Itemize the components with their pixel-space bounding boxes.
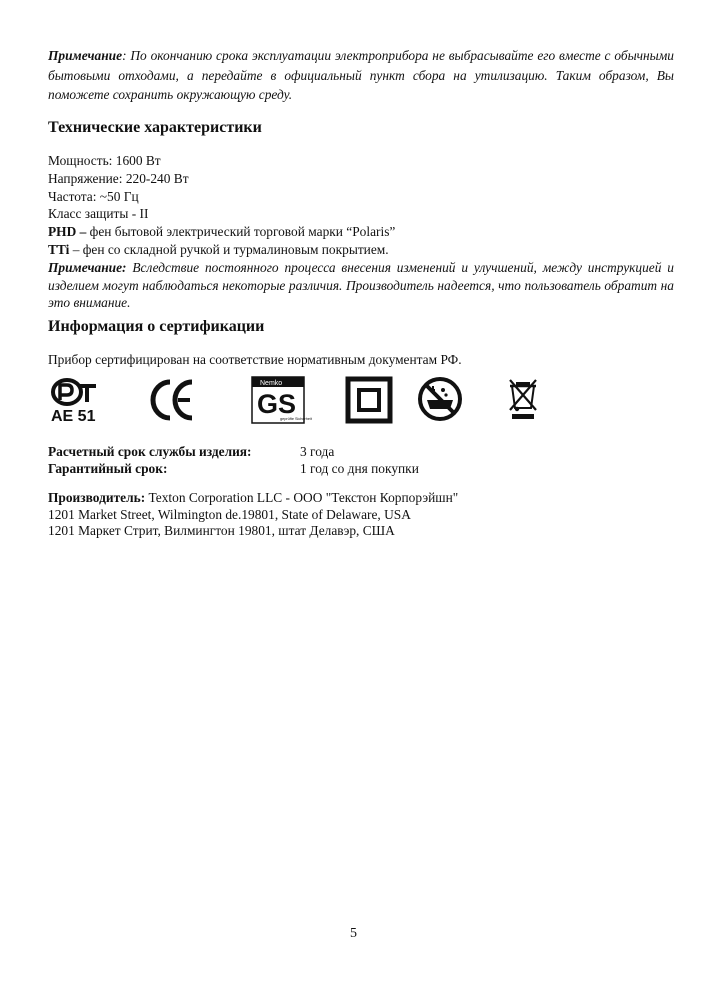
changes-note — [48, 259, 674, 312]
warranty-value: 1 год со дня покупки — [300, 460, 419, 476]
gs-mark-icon — [251, 376, 312, 424]
changes-note-lead: Примечание: — [48, 259, 127, 275]
changes-note-text: Вследствие постоянного процесса внесения изменений и улучшений, между инструкцией и изделием могут наблюдаться некоторые различия. Производитель надеется, что пользователь обратит на это внимание. — [48, 259, 674, 311]
manufacturer-address-ru: 1201 Маркет Стрит, Вилмингтон 19801, штат Делавэр, США — [48, 523, 395, 538]
spec-protection-class: Класс защиты - II — [48, 206, 149, 222]
tech-specs-block — [48, 152, 674, 312]
gs-brand: Nemko — [260, 380, 283, 387]
spec-frequency: Частота: ~50 Гц — [48, 188, 139, 204]
manufacturer-name: Texton Corporation LLC - ООО "Текстон Корпорэйшн" — [145, 490, 459, 505]
rst-mark-icon — [48, 376, 104, 424]
ce-mark-icon — [150, 376, 196, 424]
disposal-note-lead: Примечание — [48, 48, 123, 63]
spec-phd — [48, 223, 674, 241]
double-insulation-icon — [345, 376, 393, 424]
disposal-note — [48, 46, 674, 105]
certification-heading: Информация о сертификации — [48, 318, 265, 335]
no-bath-water-icon — [417, 376, 463, 422]
weee-bin-icon — [506, 376, 540, 422]
manufacturer-block — [48, 490, 458, 540]
disposal-note-text: : По окончанию срока эксплуатации электроприбора не выбрасывайте его вместе с обычными бытовыми отходами, а передайте в официальный пункт сбора на утилизацию. Таким образом, Вы поможете сохранить окружающую среду. — [48, 48, 674, 102]
certification-logos — [48, 376, 548, 424]
spec-tti — [48, 241, 674, 259]
manufacturer-address-en: 1201 Market Street, Wilmington de.19801, State of Delaware, USA — [48, 506, 411, 522]
manufacturer-label: Производитель: — [48, 490, 146, 505]
certification-statement: Прибор сертифицирован на соответствие нормативным документам РФ. — [48, 352, 462, 367]
service-life-label: Расчетный срок службы изделия: — [48, 444, 252, 459]
warranty-row — [48, 461, 419, 478]
warranty-label: Гарантийный срок: — [48, 460, 168, 476]
tti-text: – фен со складной ручкой и турмалиновым покрытием. — [69, 241, 389, 257]
service-life-value: 3 года — [300, 444, 335, 459]
page-number: 5 — [350, 926, 357, 941]
phd-code: PHD – — [48, 224, 87, 240]
gs-sub: geprüfte Sicherheit — [280, 417, 312, 421]
rst-code: AE 51 — [51, 408, 96, 425]
spec-power: Мощность: 1600 Вт — [48, 153, 161, 168]
gs-letters: GS — [257, 389, 297, 419]
spec-voltage: Напряжение: 220-240 Вт — [48, 170, 189, 186]
service-info — [48, 444, 419, 477]
tech-specs-heading: Технические характеристики — [48, 119, 262, 136]
manufacturer-line — [48, 490, 458, 507]
phd-text: фен бытовой электрический торговой марки “Polaris” — [86, 224, 396, 240]
tti-code: TTi — [48, 241, 70, 257]
service-life-row — [48, 444, 419, 461]
